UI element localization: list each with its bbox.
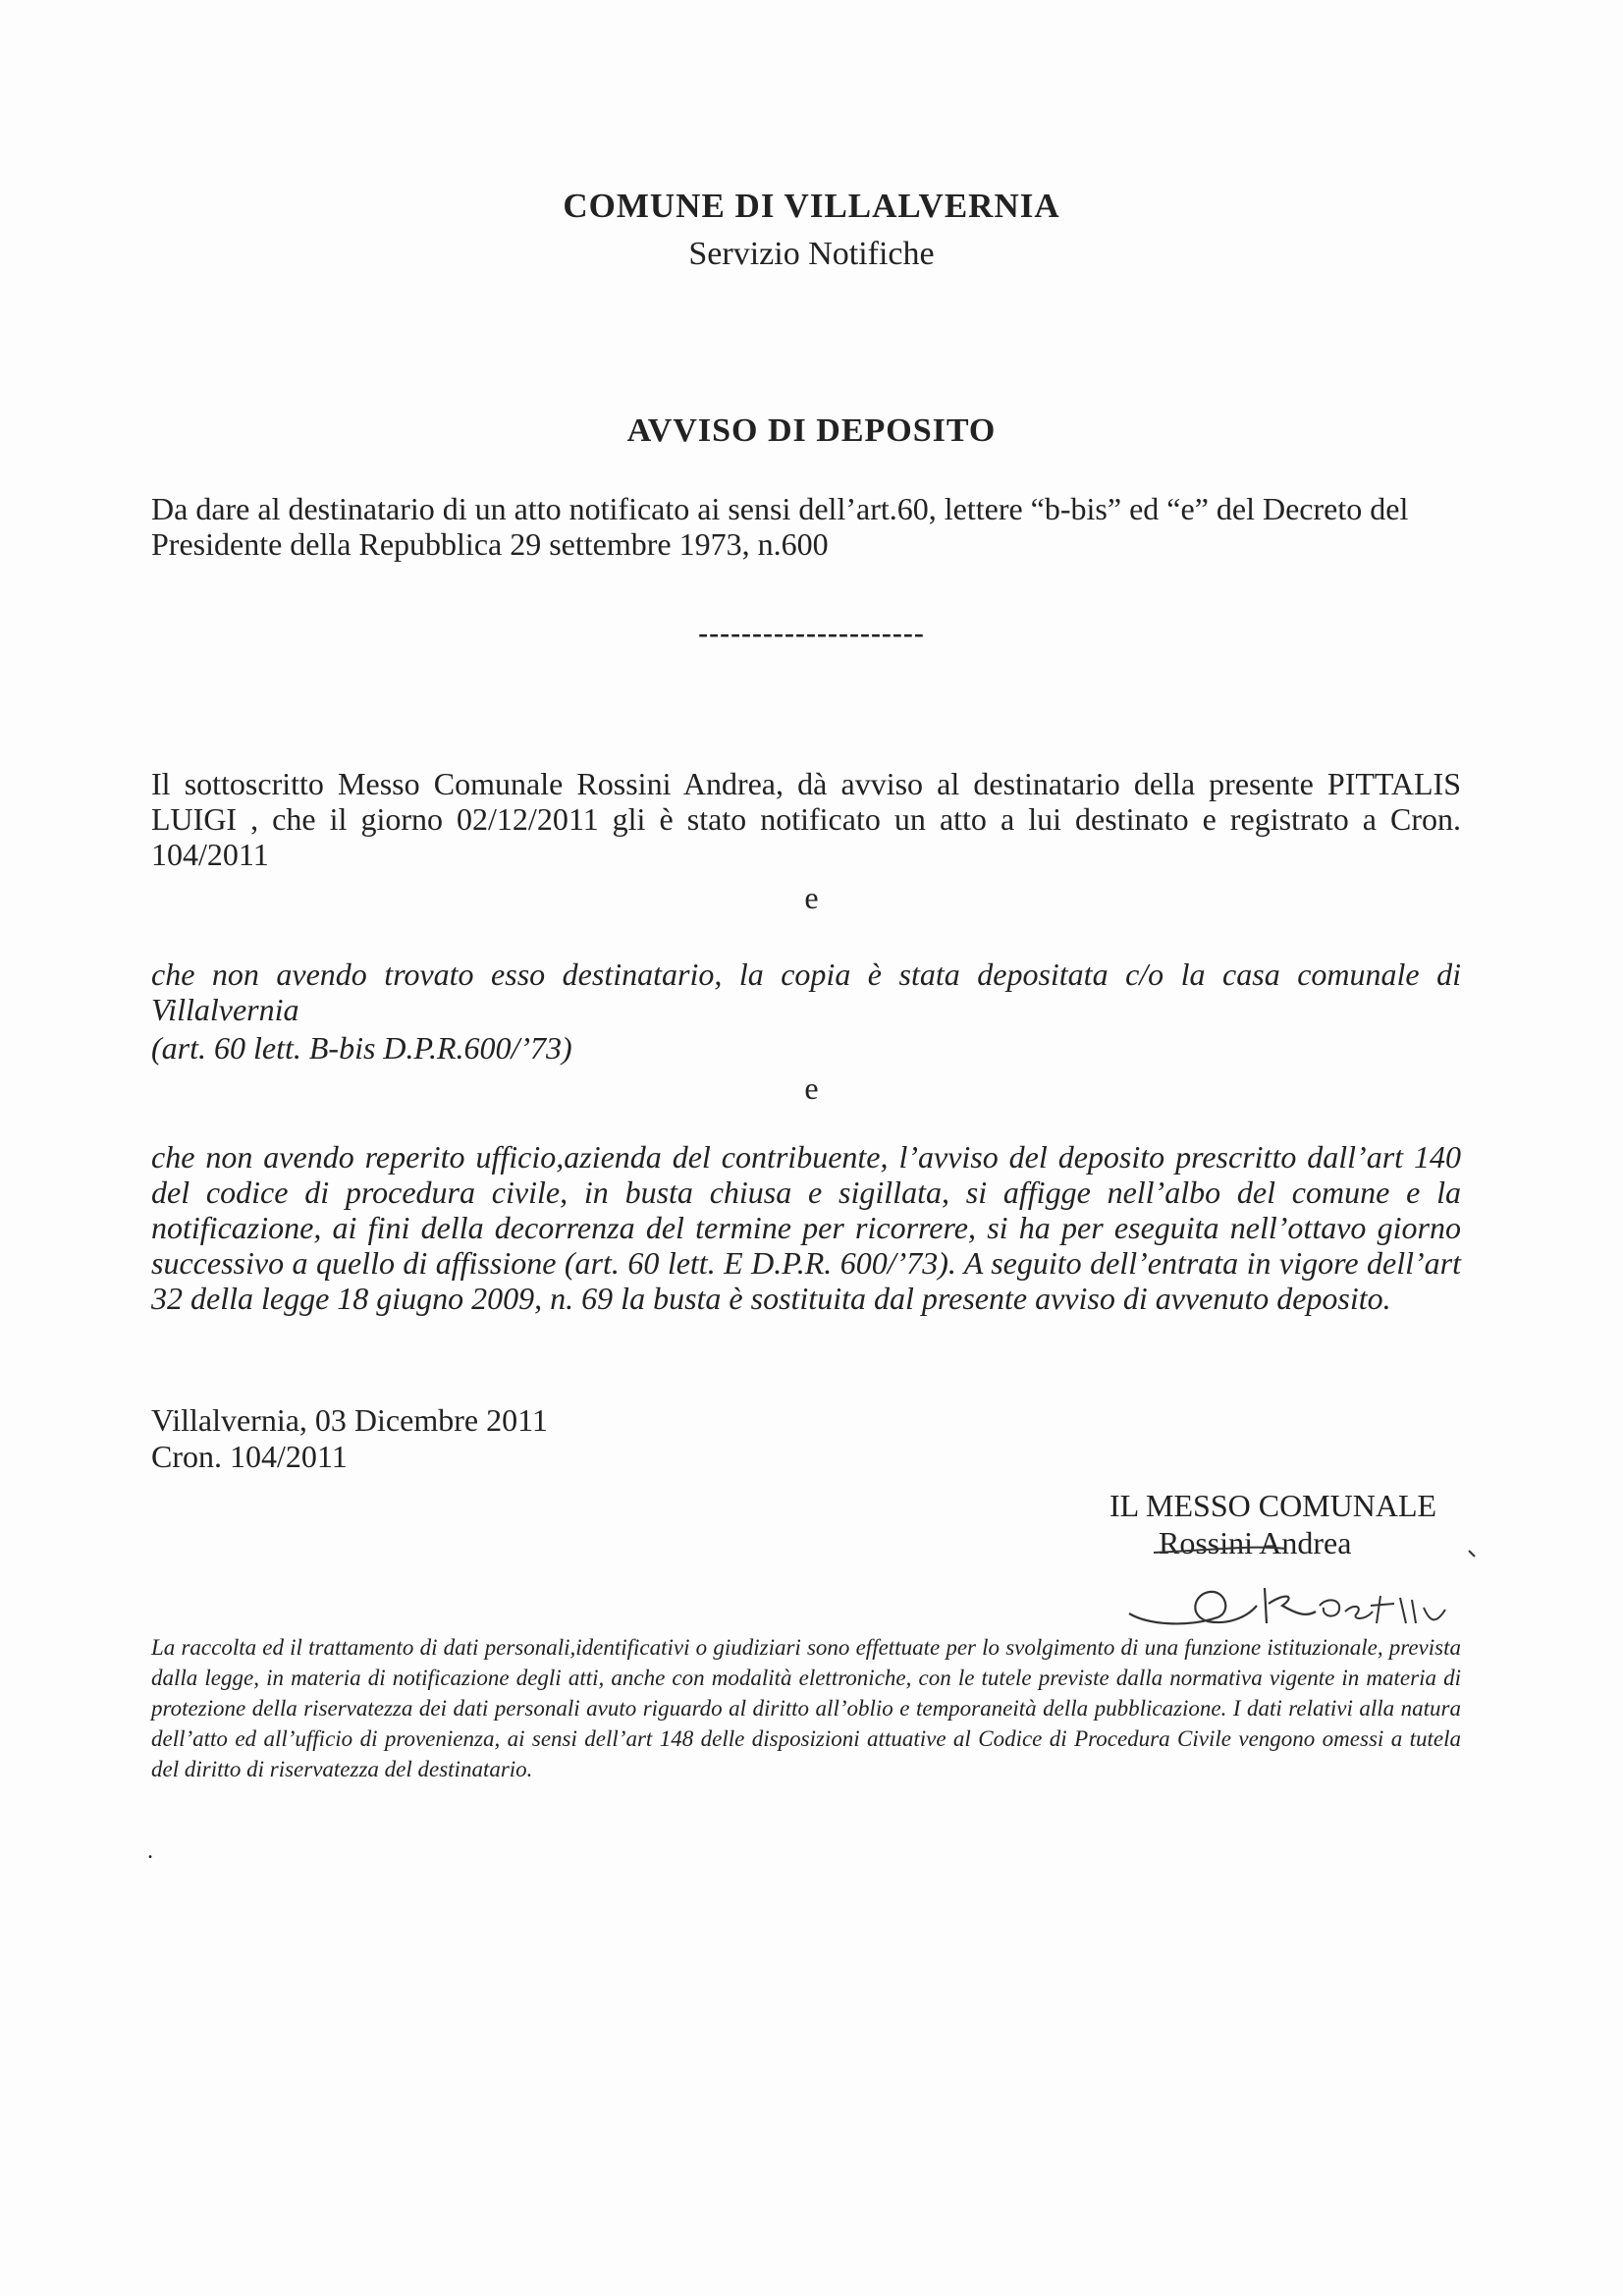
signer-title: IL MESSO COMUNALE	[1109, 1488, 1437, 1523]
place-date-block	[151, 1402, 548, 1475]
deposit-legal-reference: (art. 60 lett. B-bis D.P.R.600/’73)	[151, 1030, 572, 1066]
privacy-note: La raccolta ed il trattamento di dati personali,identificativi o giudiziari sono effettuate per lo svolgimento di una funzione istituzionale, prevista dalla legge, in materia di notificazione degli atti, anche con modalità elettroniche, con le tutele previste dalla normativa vigente in materia di protezione della riservatezza dei dati personali avuto riguardo al diritto all’oblio e temporaneità della pubblicazione. I dati relativi alla natura dell’atto ed all’ufficio di provenienza, ai sensi dell’art 148 delle disposizioni attuative al Codice di Procedura Civile vengono omessi a tutela del diritto di riservatezza del destinatario.	[151, 1635, 1461, 1781]
posting-paragraph: che non avendo reperito ufficio,azienda del contribuente, l’avviso del deposito prescritto dall’art 140 del codice di procedura civile, in busta chiusa e sigillata, si affigge nell’albo del comune e la notificazione, ai fini della decorrenza del termine per ricorrere, si ha per eseguita nell’ottavo giorno successivo a quello di affissione (art. 60 lett. E D.P.R. 600/’73). A seguito dell’entrata in vigore dell’art 32 della legge 18 giugno 2009, n. 69 la busta è sostituita dal presente avviso di avvenuto deposito.	[151, 1139, 1461, 1316]
separator-line: ---------------------	[698, 617, 925, 649]
service-name: Servizio Notifiche	[688, 236, 935, 272]
org-name: COMUNE DI VILLALVERNIA	[563, 187, 1060, 225]
signer-name: Rossini Andrea	[1159, 1525, 1352, 1560]
conjunction-1: e	[804, 880, 819, 915]
notice-paragraph: Il sottoscritto Messo Comunale Rossini Andrea, dà avviso al destinatario della presente PITTALIS LUIGI , che il giorno 02/12/2011 gli è stato notificato un atto a lui destinato e registrato a Cron. 104/2011	[151, 766, 1461, 872]
place-date: Villalvernia, 03 Dicembre 2011	[151, 1402, 548, 1438]
intro-paragraph: Da dare al destinatario di un atto notificato ai sensi dell’art.60, lettere “b-bis” ed “e” del Decreto del Presidente della Repubblica 29 settembre 1973, n.600	[151, 491, 1409, 562]
conjunction-2: e	[804, 1070, 819, 1106]
document-title: AVVISO DI DEPOSITO	[626, 412, 997, 449]
deposit-paragraph: che non avendo trovato esso destinatario, la copia è stata depositata c/o la casa comunale di Villalvernia	[151, 957, 1461, 1027]
cron-number: Cron. 104/2011	[151, 1439, 348, 1474]
handwritten-signature	[1100, 1527, 1492, 1635]
trailing-mark: .	[147, 1838, 153, 1864]
